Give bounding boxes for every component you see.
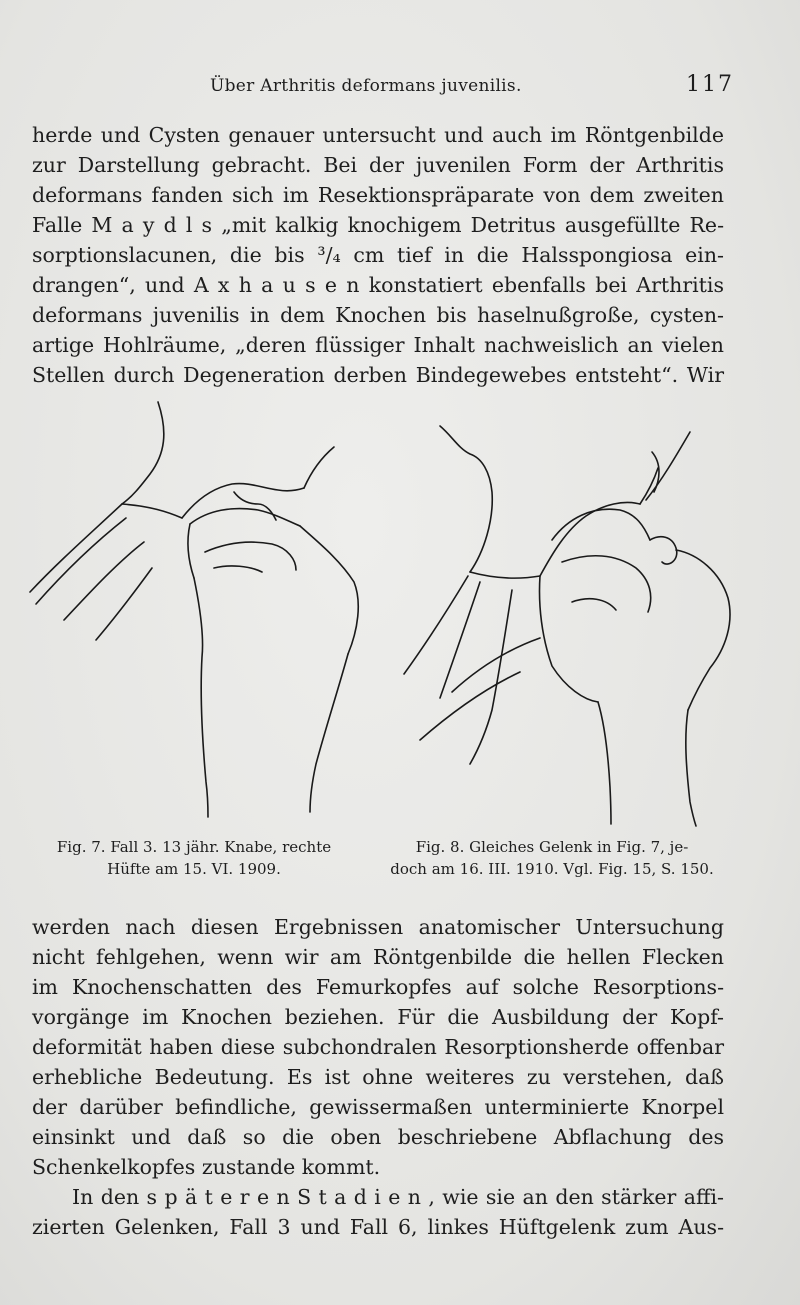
text-line: In den s p ä t e r e n S t a d i e n , wie sie an den stärker affi- <box>72 1185 724 1209</box>
text-line: Falle M a y d l s „mit kalkig knochigem Detritus ausgefüllte Re- <box>32 213 724 237</box>
running-title: Über Arthritis deformans juvenilis. <box>210 76 522 96</box>
text-line: zur Darstellung gebracht. Bei der juvenilen Form der Arthritis <box>32 153 724 177</box>
text-line: drangen“, und A x h a u s e n konstatiert ebenfalls bei Arthritis <box>32 273 724 297</box>
text-line: erhebliche Bedeutung. Es ist ohne weiteres zu verstehen, daß <box>32 1065 724 1089</box>
text-line: Stellen durch Degeneration derben Bindegewebes entsteht“. Wir <box>32 363 724 387</box>
text-line: zierten Gelenken, Fall 3 und Fall 6, linkes Hüftgelenk zum Aus- <box>32 1215 724 1239</box>
text-line: im Knochenschatten des Femurkopfes auf solche Resorptions- <box>32 975 724 999</box>
caption-line: Hüfte am 15. VI. 1909. <box>107 860 281 878</box>
text-line: deformans fanden sich im Resektionspräparate von dem zweiten <box>32 183 724 207</box>
text-line: vorgänge im Knochen beziehen. Für die Ausbildung der Kopf- <box>32 1005 724 1029</box>
text-line: Schenkelkopfes zustande kommt. <box>32 1155 381 1179</box>
fig8-hip-drawing <box>404 426 730 826</box>
running-head <box>0 68 800 108</box>
figure-area <box>0 392 800 832</box>
text-line: nicht fehlgehen, wenn wir am Röntgenbilde die hellen Flecken <box>32 945 724 969</box>
text-line: einsinkt und daß so die oben beschriebene Abflachung des <box>32 1125 724 1149</box>
text-line: artige Hohlräume, „deren flüssiger Inhalt nachweislich an vielen <box>32 333 724 357</box>
text-line: werden nach diesen Ergebnissen anatomischer Untersuchung <box>32 915 724 939</box>
caption-line: doch am 16. III. 1910. Vgl. Fig. 15, S. 150. <box>390 860 714 878</box>
page-number: 117 <box>686 72 734 97</box>
caption-line: Fig. 7. Fall 3. 13 jähr. Knabe, rechte <box>56 838 332 856</box>
body-text-bottom <box>32 912 724 1242</box>
body-text-top <box>32 120 724 390</box>
text-line: herde und Cysten genauer untersucht und auch im Röntgenbilde <box>32 123 724 147</box>
text-line: sorptionslacunen, die bis ³/₄ cm tief in die Halsspongiosa ein- <box>32 243 724 267</box>
figure-8-caption <box>382 836 722 880</box>
text-line: deformität haben diese subchondralen Resorptionsherde offenbar <box>32 1035 724 1059</box>
caption-line: Fig. 8. Gleiches Gelenk in Fig. 7, je- <box>415 838 689 856</box>
text-line: deformans juvenilis in dem Knochen bis haselnußgroße, cysten- <box>32 303 724 327</box>
figure-7-caption <box>24 836 364 880</box>
fig7-hip-drawing <box>30 402 358 817</box>
text-line: der darüber befindliche, gewissermaßen unterminierte Knorpel <box>32 1095 724 1119</box>
